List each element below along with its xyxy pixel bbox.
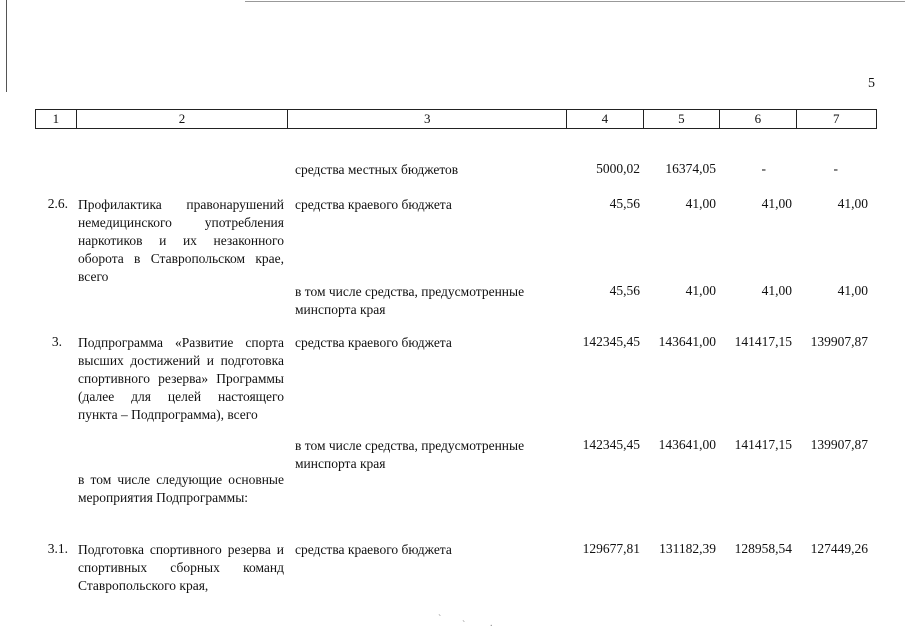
value-col-4: 142345,45 bbox=[582, 437, 640, 452]
header-col-4: 4 bbox=[567, 110, 643, 128]
header-col-6: 6 bbox=[720, 110, 796, 128]
value-col-7: 139907,87 bbox=[810, 437, 868, 452]
value-col-5: 143641,00 bbox=[658, 334, 716, 349]
page-number: 5 bbox=[868, 76, 875, 91]
header-col-7: 7 bbox=[833, 111, 840, 126]
header-col-1: 1 bbox=[36, 110, 77, 128]
value-col-7: 41,00 bbox=[837, 196, 868, 211]
value-col-5: 143641,00 bbox=[658, 437, 716, 452]
row-description: Профилактика правонарушений немедицинского употребления наркотиков и их незаконного оборота в Ставропольском крае, всего bbox=[78, 197, 284, 284]
value-col-4: 5000,02 bbox=[596, 161, 640, 176]
value-col-4: 45,56 bbox=[609, 196, 640, 211]
header-col-3: 3 bbox=[288, 110, 567, 128]
scan-speck: . bbox=[490, 618, 493, 629]
value-col-7: - bbox=[833, 161, 838, 176]
left-margin-line bbox=[6, 0, 7, 92]
value-col-5: 16374,05 bbox=[665, 161, 716, 176]
value-col-6: 141417,15 bbox=[734, 437, 792, 452]
scan-speck: ` bbox=[462, 620, 466, 631]
value-col-4: 142345,45 bbox=[582, 334, 640, 349]
funding-source: средства краевого бюджета bbox=[295, 335, 452, 350]
value-col-6: 141417,15 bbox=[734, 334, 792, 349]
funding-source: средства местных бюджетов bbox=[295, 162, 459, 177]
value-col-6: - bbox=[761, 161, 766, 176]
value-col-5: 41,00 bbox=[685, 283, 716, 298]
row-number: 3.1. bbox=[47, 541, 68, 556]
funding-source: средства краевого бюджета bbox=[295, 197, 452, 212]
row-number: 3. bbox=[51, 334, 62, 349]
value-col-5: 41,00 bbox=[685, 196, 716, 211]
value-col-6: 41,00 bbox=[761, 196, 792, 211]
row-description: в том числе следующие основные мероприятия Подпрограммы: bbox=[78, 472, 284, 505]
funding-source: в том числе средства, предусмотренные минспорта края bbox=[295, 438, 525, 471]
funding-source: в том числе средства, предусмотренные минспорта края bbox=[295, 284, 525, 317]
row-number: 2.6. bbox=[47, 196, 68, 211]
row-description: Подготовка спортивного резерва и спортивных сборных команд Ставропольского края, bbox=[78, 542, 284, 593]
value-col-7: 41,00 bbox=[837, 283, 868, 298]
value-col-6: 41,00 bbox=[761, 283, 792, 298]
value-col-6: 128958,54 bbox=[734, 541, 792, 556]
value-col-5: 131182,39 bbox=[659, 541, 716, 556]
value-col-4: 45,56 bbox=[609, 283, 640, 298]
value-col-7: 139907,87 bbox=[810, 334, 868, 349]
header-col-2: 2 bbox=[77, 110, 288, 128]
top-scan-line bbox=[245, 1, 905, 2]
funding-source: средства краевого бюджета bbox=[295, 542, 452, 557]
table-header bbox=[35, 109, 877, 129]
row-description: Подпрограмма «Развитие спорта высших достижений и подготовка спортивного резерва» Программы (далее для целей настоящего пункта – Подпрограмма), всего bbox=[78, 335, 284, 422]
header-col-5: 5 bbox=[644, 110, 720, 128]
value-col-4: 129677,81 bbox=[582, 541, 640, 556]
value-col-7: 127449,26 bbox=[810, 541, 868, 556]
scan-speck: ` bbox=[438, 614, 442, 625]
